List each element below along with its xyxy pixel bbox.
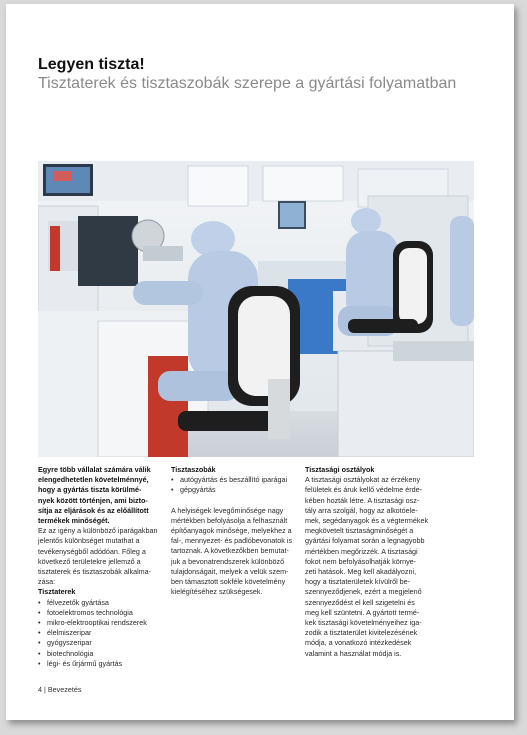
list-item: • élelmiszeripar	[38, 628, 166, 638]
cleanrooms-small-heading: Tisztaszobák	[171, 465, 216, 474]
intro-paragraph-line: következő területekre jellemző a	[38, 556, 141, 566]
intro-paragraph-line: Ez az igény a különböző iparágakban	[38, 526, 158, 536]
column-intro	[38, 465, 166, 669]
column-cleanliness-classes	[305, 465, 437, 659]
list-item: • biotechnológia	[38, 649, 166, 659]
cleanliness-paragraph	[305, 475, 437, 659]
list-item: • gépgyártás	[171, 485, 297, 495]
cleanrooms-small-list	[171, 475, 297, 495]
paragraph-line: zeti hatások. Meg kell akadályozni,	[305, 567, 417, 577]
cleanroom-photo	[38, 161, 474, 457]
paragraph-line: kielégítéséhez szükségesek.	[171, 587, 263, 597]
paragraph-line: szennyeződjenek, ezért a megjelenő	[305, 587, 422, 597]
page-title: Legyen tiszta!	[38, 56, 145, 73]
cleanrooms-heading: Tisztaterek	[38, 587, 76, 597]
intro-lead-line: Egyre több vállalat számára válik	[38, 465, 151, 474]
paragraph-line: A tisztasági osztályokat az érzékeny	[305, 475, 421, 485]
intro-lead-line: nyek között történjen, ami bizto-	[38, 495, 148, 505]
paragraph-line: meg kell szüntetni. A gyártott termé-	[305, 607, 420, 617]
list-item: • légi- és űrjármű gyártás	[38, 659, 166, 669]
paragraph-line: zodik a tisztaterület kivitelezésének	[305, 628, 418, 638]
paragraph-line: gyártási folyamat során a legnagyobb	[305, 536, 425, 546]
list-item: • fotoelektromos technológia	[38, 608, 166, 618]
intro-lead	[38, 465, 166, 526]
paragraph-line: mértékben megőrizzék. A tisztasági	[305, 546, 418, 556]
paragraph-line: kében hozták létre. A tisztasági osz-	[305, 495, 420, 505]
list-item: • félvezetők gyártása	[38, 598, 166, 608]
paragraph-line: felületek és áruk kellő védelme érde-	[305, 485, 423, 495]
intro-lead-line: termékek minőségét.	[38, 516, 110, 526]
intro-paragraph-line: tevékenységből adódóan. Főleg a	[38, 546, 146, 556]
paragraph-line: fokot nem befolyásolhatják környe-	[305, 556, 417, 566]
paragraph-line: mértékben befolyásolja a felhasznált	[171, 515, 288, 525]
paragraph-line: juk a bevonatrendszerek különböző	[171, 556, 285, 566]
paragraph-line: szennyeződést el kell szigetelni és	[305, 597, 415, 607]
paragraph-line: tály arra szolgál, hogy az alkotóele-	[305, 505, 418, 515]
intro-lead-line: sítja az eljárások és az előállított	[38, 505, 149, 515]
paragraph-line: tulajdonságait, melyek a velük szem-	[171, 566, 289, 576]
intro-paragraph-line: jelentős különbséget mutathat a	[38, 536, 140, 546]
intro-lead-line: elengedhetetlen követelménnyé,	[38, 475, 149, 485]
intro-paragraph	[38, 526, 166, 587]
paragraph-line: megkövetelt tisztaságminőségét a	[305, 526, 414, 536]
paragraph-line: A helyiségek levegőminősége nagy	[171, 505, 284, 515]
paragraph-line: mek, segédanyagok és a végtermékek	[305, 516, 429, 526]
intro-lead-line: hogy a gyártás tiszta körülmé-	[38, 485, 142, 495]
paragraph-line: kek tisztasági követelményeihez iga-	[305, 618, 422, 628]
list-item: • mikro-elektrooptikai rendszerek	[38, 618, 166, 628]
page-subtitle: Tisztaterek és tisztaszobák szerepe a gyártási folyamatban	[38, 75, 457, 92]
paragraph-line: valamint a használat módja is.	[305, 648, 402, 658]
list-item: • gyógyszeripar	[38, 638, 166, 648]
paragraph-line: hogy a tisztaterületek kívülről be-	[305, 577, 411, 587]
paragraph-line: ben támasztott sokféle követelmény	[171, 577, 286, 587]
cleanliness-classes-heading: Tisztasági osztályok	[305, 465, 375, 474]
column-cleanrooms-small	[171, 465, 297, 597]
paragraph-line: tartoznak. A következőkben bemutat-	[171, 546, 289, 556]
cleanrooms-list	[38, 598, 166, 669]
document-page	[6, 4, 514, 720]
intro-paragraph-line: zása:	[38, 577, 56, 587]
list-item: • autógyártás és beszállító iparágai	[171, 475, 297, 485]
page-footer: 4 | Bevezetés	[38, 685, 82, 694]
paragraph-line: fal-, mennyezet- és padlóbevonatok is	[171, 536, 293, 546]
intro-paragraph-line: tisztaterek és tisztaszobák alkalma-	[38, 567, 152, 577]
materials-paragraph	[171, 506, 297, 598]
paragraph-line: módja, a vonatkozó intézkedések	[305, 638, 412, 648]
paragraph-line: építőanyagok minősége, melyekhez a	[171, 526, 292, 536]
